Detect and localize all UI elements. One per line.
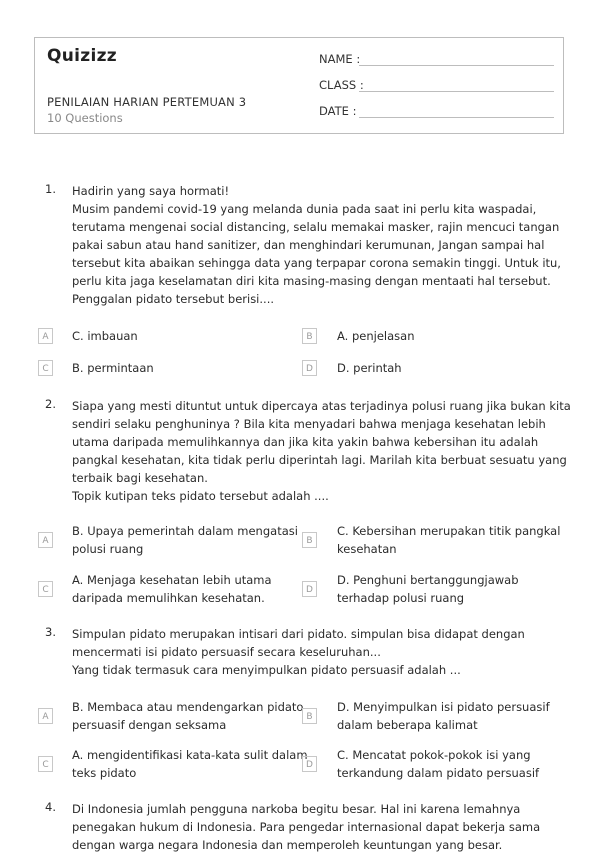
name-field [319, 52, 360, 66]
question-line: Musim pandemi covid-19 yang melanda dunia pada saat ini perlu kita waspadai, [72, 202, 537, 216]
question-line: sendiri selaku penghuninya ? Bila kita menyadari bahwa menjaga kesehatan lebih [72, 417, 546, 431]
option-d: D. Penghuni bertanggungjawab terhadap polusi ruang [337, 573, 519, 605]
option-c: A. mengidentifikasi kata-kata sulit dalam teks pidato [72, 748, 308, 780]
question-line: pangkal kesehatan, kita tidak perlu diperintah lagi. Marilah kita berbuat sesuatu yang [72, 453, 567, 467]
question-line: terutama mengenai social distancing, selalu memakai masker, rajin mencuci tangan [72, 220, 560, 234]
option-letter-a: A [38, 328, 53, 344]
option-c: B. permintaan [72, 361, 154, 375]
quizizz-logo: Quizizz [47, 46, 117, 66]
option-a: C. imbauan [72, 329, 138, 343]
option-letter-c: C [38, 360, 53, 376]
question-text [72, 182, 562, 308]
name-label: NAME : [319, 52, 361, 66]
question-line: Penggalan pidato tersebut berisi.... [72, 292, 275, 306]
option-a: B. Membaca atau mendengarkan pidato persuasif dengan seksama [72, 700, 304, 732]
option-b: C. Kebersihan merupakan titik pangkal kesehatan [337, 524, 561, 556]
class-field [319, 78, 364, 92]
question-line: utama daripada memulihkannya dan jika kita yakin bahwa kebersihan itu adalah [72, 435, 539, 449]
question-number: 2. [45, 397, 56, 411]
question-line: Yang tidak termasuk cara menyimpulkan pidato persuasif adalah ... [72, 663, 461, 677]
question-line: penegakan hukum di Indonesia. Para pengedar internasional dapat bekerja sama [72, 820, 541, 834]
worksheet-header [34, 37, 564, 134]
question-line: Simpulan pidato merupakan intisari dari pidato. simpulan bisa didapat dengan [72, 627, 525, 641]
question-line: dengan warga negara Indonesia dan memperoleh keuntungan yang besar. [72, 838, 503, 852]
option-letter-d: D [302, 360, 317, 376]
question-line: mencermati isi pidato persuasif secara keseluruhan... [72, 645, 381, 659]
question-line: pakai sabun atau hand sanitizer, dan menghindari kerumunan, Jangan sampai hal [72, 238, 545, 252]
option-letter-b: B [302, 532, 317, 548]
question-number: 4. [45, 800, 56, 814]
name-line [359, 65, 554, 66]
option-letter-d: D [302, 581, 317, 597]
worksheet-title: PENILAIAN HARIAN PERTEMUAN 3 [47, 95, 247, 109]
option-letter-c: C [38, 756, 53, 772]
question-line: Siapa yang mesti dituntut untuk dipercaya atas terjadinya polusi ruang jika bukan kita [72, 399, 571, 413]
class-line [359, 91, 554, 92]
option-b: D. Menyimpulkan isi pidato persuasif dalam beberapa kalimat [337, 700, 550, 732]
date-label: DATE : [319, 104, 357, 118]
question-line: Di Indonesia jumlah pengguna narkoba begitu besar. Hal ini karena lemahnya [72, 802, 521, 816]
option-a: B. Upaya pemerintah dalam mengatasi polusi ruang [72, 524, 298, 556]
option-d: D. perintah [337, 361, 402, 375]
question-text [72, 800, 562, 854]
question-line: terbaik bagi kesehatan. [72, 471, 208, 485]
class-label: CLASS : [319, 78, 364, 92]
option-letter-c: C [38, 581, 53, 597]
option-c: A. Menjaga kesehatan lebih utama daripada memulihkan kesehatan. [72, 573, 272, 605]
question-count: 10 Questions [47, 111, 123, 125]
question-line: tersebut kita abaikan sehingga data yang terpapar corona semakin tinggi. Untuk itu, [72, 256, 561, 270]
question-text [72, 397, 571, 505]
option-d: C. Mencatat pokok-pokok isi yang terkandung dalam pidato persuasif [337, 748, 540, 780]
date-line [359, 117, 554, 118]
option-letter-d: D [302, 756, 317, 772]
option-letter-b: B [302, 708, 317, 724]
question-line: perlu kita jaga keselamatan diri kita masing-masing dengan mentaati hal tersebut. [72, 274, 551, 288]
question-number: 1. [45, 182, 56, 196]
question-number: 3. [45, 625, 56, 639]
option-letter-b: B [302, 328, 317, 344]
option-b: A. penjelasan [337, 329, 415, 343]
option-letter-a: A [38, 708, 53, 724]
question-line: Hadirin yang saya hormati! [72, 184, 230, 198]
question-text [72, 625, 562, 679]
option-letter-a: A [38, 532, 53, 548]
question-line: Topik kutipan teks pidato tersebut adalah .... [72, 489, 329, 503]
date-field [319, 104, 356, 118]
